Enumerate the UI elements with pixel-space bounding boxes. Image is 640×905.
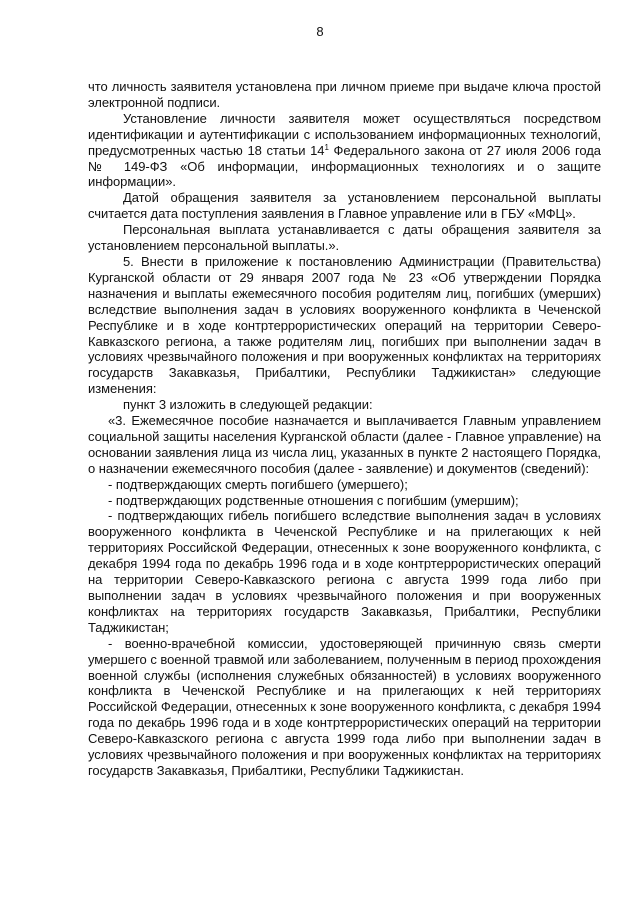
list-item-medical-commission: - военно-врачебной комиссии, удостоверяющей причинную связь смерти умершего с военной травмой или заболеванием, полученным в период прохождения военной службы (исполнения служебных обязанностей) в условиях вооруженного конфликта в Чеченской Республике и на прилегающих к ней территориях Российской Федерации, отнесенных к зоне вооруженного конфликта, с декабря 1994 года по декабрь 1996 года и в ходе контртеррористических операций на территории Северо-Кавказского региона с августа 1999 года либо при выполнении задач в условиях чрезвычайного положения и при вооруженных конфликтах на территориях государств Закавказья, Прибалтики, Республики Таджикистан. — [88, 635, 601, 778]
paragraph-clause-3-intro: пункт 3 изложить в следующей редакции: — [123, 397, 373, 413]
list-item-kinship-proof: - подтверждающих родственные отношения с погибшим (умершим); — [108, 492, 519, 508]
document-body — [88, 79, 601, 779]
identity-verification-text-cont: Федерального закона от 27 июля 2006 года № 149-ФЗ «Об информации, информационных технологиях и о защите информации». — [88, 142, 601, 190]
identity-verification-text: Установление личности заявителя может осуществляться посредством идентификации и аутентификации с использованием информационных технологий, предусмотренных частью 18 статьи 14 — [88, 110, 601, 158]
list-item-death-proof: - подтверждающих смерть погибшего (умершего); — [108, 476, 408, 492]
paragraph-item-5: 5. Внести в приложение к постановлению Администрации (Правительства) Курганской области от 29 января 2007 года № 23 «Об утверждении Порядка назначения и выплаты ежемесячного пособия родителям лиц, погибших (умерших) вследствие выполнения задач в условиях вооруженного конфликта в Чеченской Республике и в ходе контртеррористических операций на территории Северо-Кавказского региона, а также родителям лиц, погибших при выполнении задач в условиях чрезвычайного положения и при вооруженных конфликтах на территориях государств Закавказья, Прибалтики, Республики Таджикистан» следующие изменения: — [88, 253, 601, 397]
paragraph-payment-start: Персональная выплата устанавливается с даты обращения заявителя за установлением персональной выплаты.». — [88, 222, 601, 254]
paragraph-key-signature-continuation: что личность заявителя установлена при личном приеме при выдаче ключа простой электронной подписи. — [88, 79, 601, 110]
list-item-death-circumstances: - подтверждающих гибель погибшего вследствие выполнения задач в условиях вооруженного конфликта в Чеченской Республике и на прилегающих к ней территориях Российской Федерации, отнесенных к зоне вооруженного конфликта, с декабря 1994 года по декабрь 1996 года и в ходе контртеррористических операций на территории Северо-Кавказского региона с августа 1999 года либо при выполнении задач в условиях чрезвычайного положения и при вооруженных конфликтах на территориях государств Закавказья, Прибалтики, Республики Таджикистан; — [88, 508, 601, 635]
paragraph-clause-3-text: «3. Ежемесячное пособие назначается и выплачивается Главным управлением социальной защиты населения Курганской области (далее - Главное управление) на основании заявления лица из числа лиц, указанных в пункте 2 настоящего Порядка, о назначении ежемесячного пособия (далее - заявление) и документов (сведений): — [88, 413, 601, 476]
paragraph-application-date: Датой обращения заявителя за установлением персональной выплаты считается дата поступления заявления в Главное управление или в ГБУ «МФЦ». — [88, 190, 601, 222]
page-number: 8 — [316, 24, 324, 39]
article-superscript: 1 — [324, 142, 329, 152]
paragraph-identity-verification — [88, 111, 601, 191]
